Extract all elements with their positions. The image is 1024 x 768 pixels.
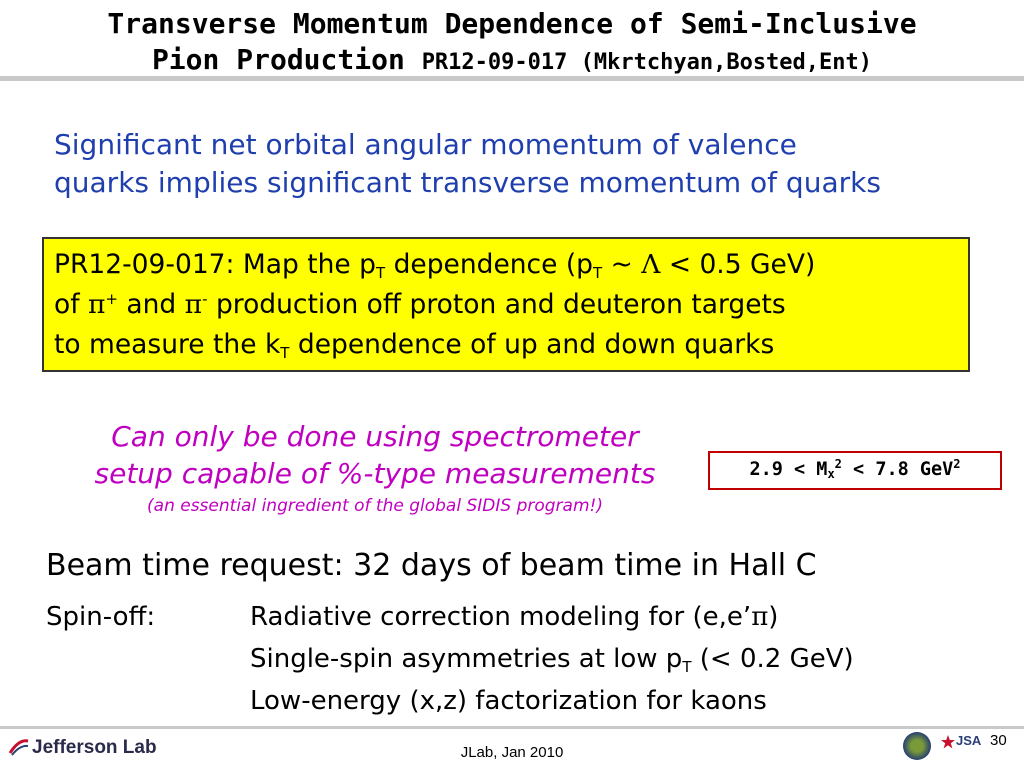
- spinoff-item2-sub: T: [682, 658, 692, 676]
- spinoff-item2-text-a: Single-spin asymmetries at low p: [250, 644, 683, 674]
- title-reference: PR12-09-017 (Mkrtchyan,Bosted,Ent): [421, 50, 873, 75]
- footer-date: JLab, Jan 2010: [460, 744, 564, 761]
- hl1-text-c: ~: [602, 249, 642, 280]
- slide-title: [0, 6, 1024, 81]
- hl3-sub: T: [280, 344, 290, 362]
- spectrometer-note: [50, 418, 700, 518]
- hl1-text-b: dependence (p: [385, 249, 594, 280]
- doe-seal-icon: [903, 732, 931, 760]
- spinoff-item1-text-a: Radiative correction modeling for (e,e’: [250, 602, 752, 632]
- hl1-text-a: PR12-09-017: Map the p: [54, 249, 376, 280]
- note-line-2: setup capable of %-type measurements: [94, 457, 656, 490]
- highlight-line-2: [54, 285, 958, 325]
- hl3-text-b: dependence of up and down quarks: [289, 329, 775, 360]
- spinoff-item1-text-b: ): [768, 602, 779, 632]
- hl2-text-c: production off proton and deuteron targets: [207, 289, 786, 320]
- pi-symbol: π: [184, 289, 203, 320]
- mass-text-b: < 7.8 GeV: [841, 459, 954, 480]
- mass-sup-gev: 2: [953, 457, 961, 471]
- spinoff-item: [250, 638, 854, 680]
- title-divider: [0, 76, 1024, 81]
- spinoff-list: [250, 596, 854, 722]
- highlight-line-1: [54, 245, 958, 285]
- title-main: Pion Production: [151, 43, 405, 76]
- spinoff-label: Spin-off:: [46, 602, 156, 632]
- mass-range-box: [708, 451, 1002, 490]
- proposal-highlight-box: [42, 237, 970, 372]
- hl1-sub-2: T: [593, 264, 603, 282]
- note-subtext: (an essential ingredient of the global SIDIS program!): [147, 496, 603, 516]
- note-line-1: Can only be done using spectrometer: [111, 420, 639, 453]
- jsa-text: JSA: [956, 733, 982, 748]
- page-number: 30: [990, 732, 1007, 749]
- hl3-text-a: to measure the k: [54, 329, 281, 360]
- title-line-1: Transverse Momentum Dependence of Semi-Inclusive: [107, 7, 917, 40]
- mass-text-a: 2.9 < M: [749, 459, 828, 480]
- pi-symbol: π: [751, 602, 769, 632]
- spinoff-item: Low-energy (x,z) factorization for kaons: [250, 686, 767, 716]
- hl1-text-d: < 0.5 GeV): [660, 249, 816, 280]
- logo-text: Jefferson Lab: [32, 737, 157, 758]
- highlight-line-3: [54, 325, 958, 365]
- jsa-logo: [940, 733, 981, 750]
- lambda-symbol: Λ: [641, 249, 661, 280]
- intro-line-2: quarks implies significant transverse momentum of quarks: [54, 166, 881, 199]
- spinoff-item2-text-b: (< 0.2 GeV): [691, 644, 854, 674]
- hl1-sub-1: T: [375, 264, 386, 282]
- spinoff-item: [250, 596, 854, 638]
- hl2-sup-minus: -: [202, 290, 208, 308]
- pi-symbol: π: [87, 289, 106, 320]
- intro-statement: [54, 126, 994, 202]
- jsa-star-icon: [940, 734, 956, 750]
- mass-sup-2: 2: [834, 457, 842, 471]
- hl2-text-b: and: [117, 289, 185, 320]
- mass-sub-x: x: [827, 467, 835, 481]
- hl2-text-a: of: [54, 289, 88, 320]
- hl2-sup-plus: +: [105, 290, 118, 308]
- intro-line-1: Significant net orbital angular momentum of valence: [54, 128, 797, 161]
- beam-time-request: Beam time request: 32 days of beam time in Hall C: [46, 548, 817, 583]
- footer-divider: [0, 726, 1024, 729]
